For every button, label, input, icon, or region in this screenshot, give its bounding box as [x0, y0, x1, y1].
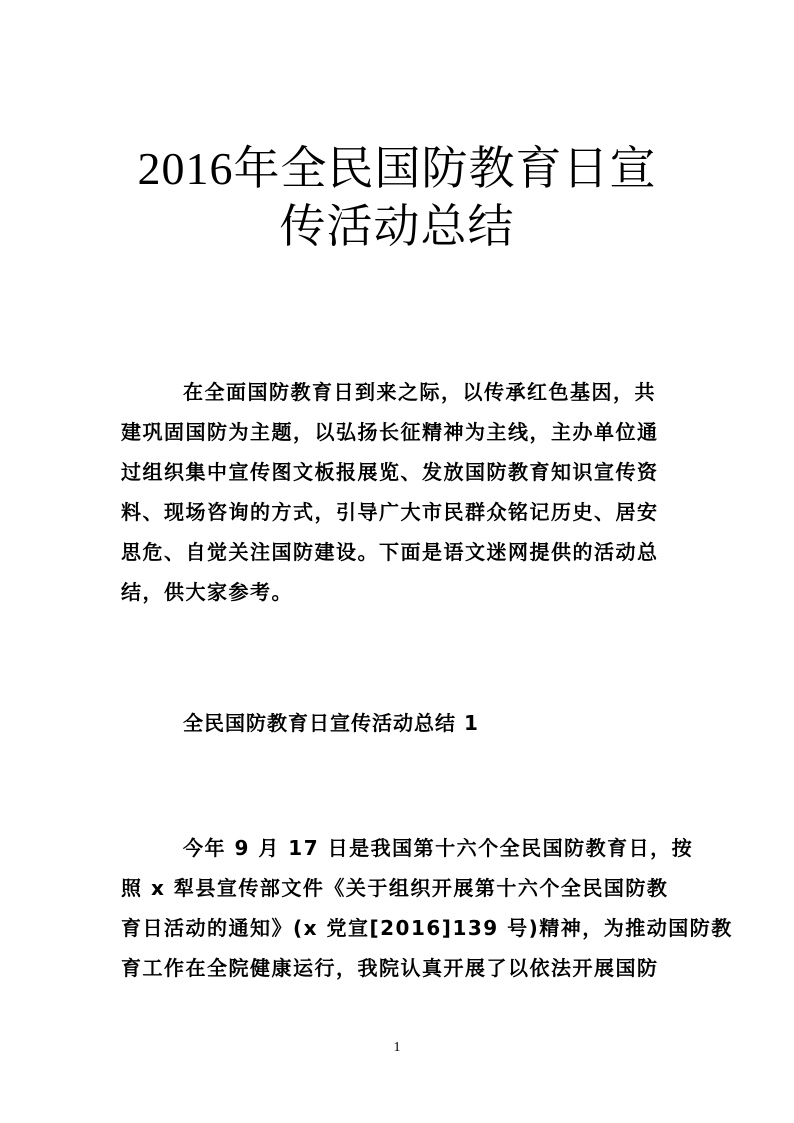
intro-paragraph: [121, 372, 677, 612]
text-line: 过组织集中宣传图文板报展览、发放国防教育知识宣传资: [121, 460, 659, 484]
text-line: 建巩固国防为主题，以弘扬长征精神为主线，主办单位通: [121, 420, 659, 444]
section-heading: 全民国防教育日宣传活动总结 1: [183, 711, 479, 735]
text-line: 思危、自觉关注国防建设。下面是语文迷网提供的活动总: [121, 540, 659, 564]
page-number: 1: [393, 1040, 401, 1055]
text-line: 今年 9 月 17 日是我国第十六个全民国防教育日，按: [183, 836, 694, 860]
text-line: 照 x 犁县宣传部文件《关于组织开展第十六个全民国防教: [121, 876, 669, 900]
body-paragraph: [121, 828, 733, 988]
text-line: 育工作在全院健康运行，我院认真开展了以依法开展国防: [121, 956, 659, 980]
document-title: [100, 140, 694, 256]
text-line: 结，供大家参考。: [121, 580, 293, 604]
title-line-1: 2016年全民国防教育日宣: [137, 143, 657, 194]
title-line-2: 传活动总结: [279, 201, 515, 252]
text-line: 育日活动的通知》(x 党宣[2016]139 号)精神，为推动国防教: [121, 916, 733, 940]
text-line: 在全面国防教育日到来之际，以传承红色基因，共: [183, 380, 656, 404]
text-line: 料、现场咨询的方式，引导广大市民群众铭记历史、居安: [121, 500, 659, 524]
